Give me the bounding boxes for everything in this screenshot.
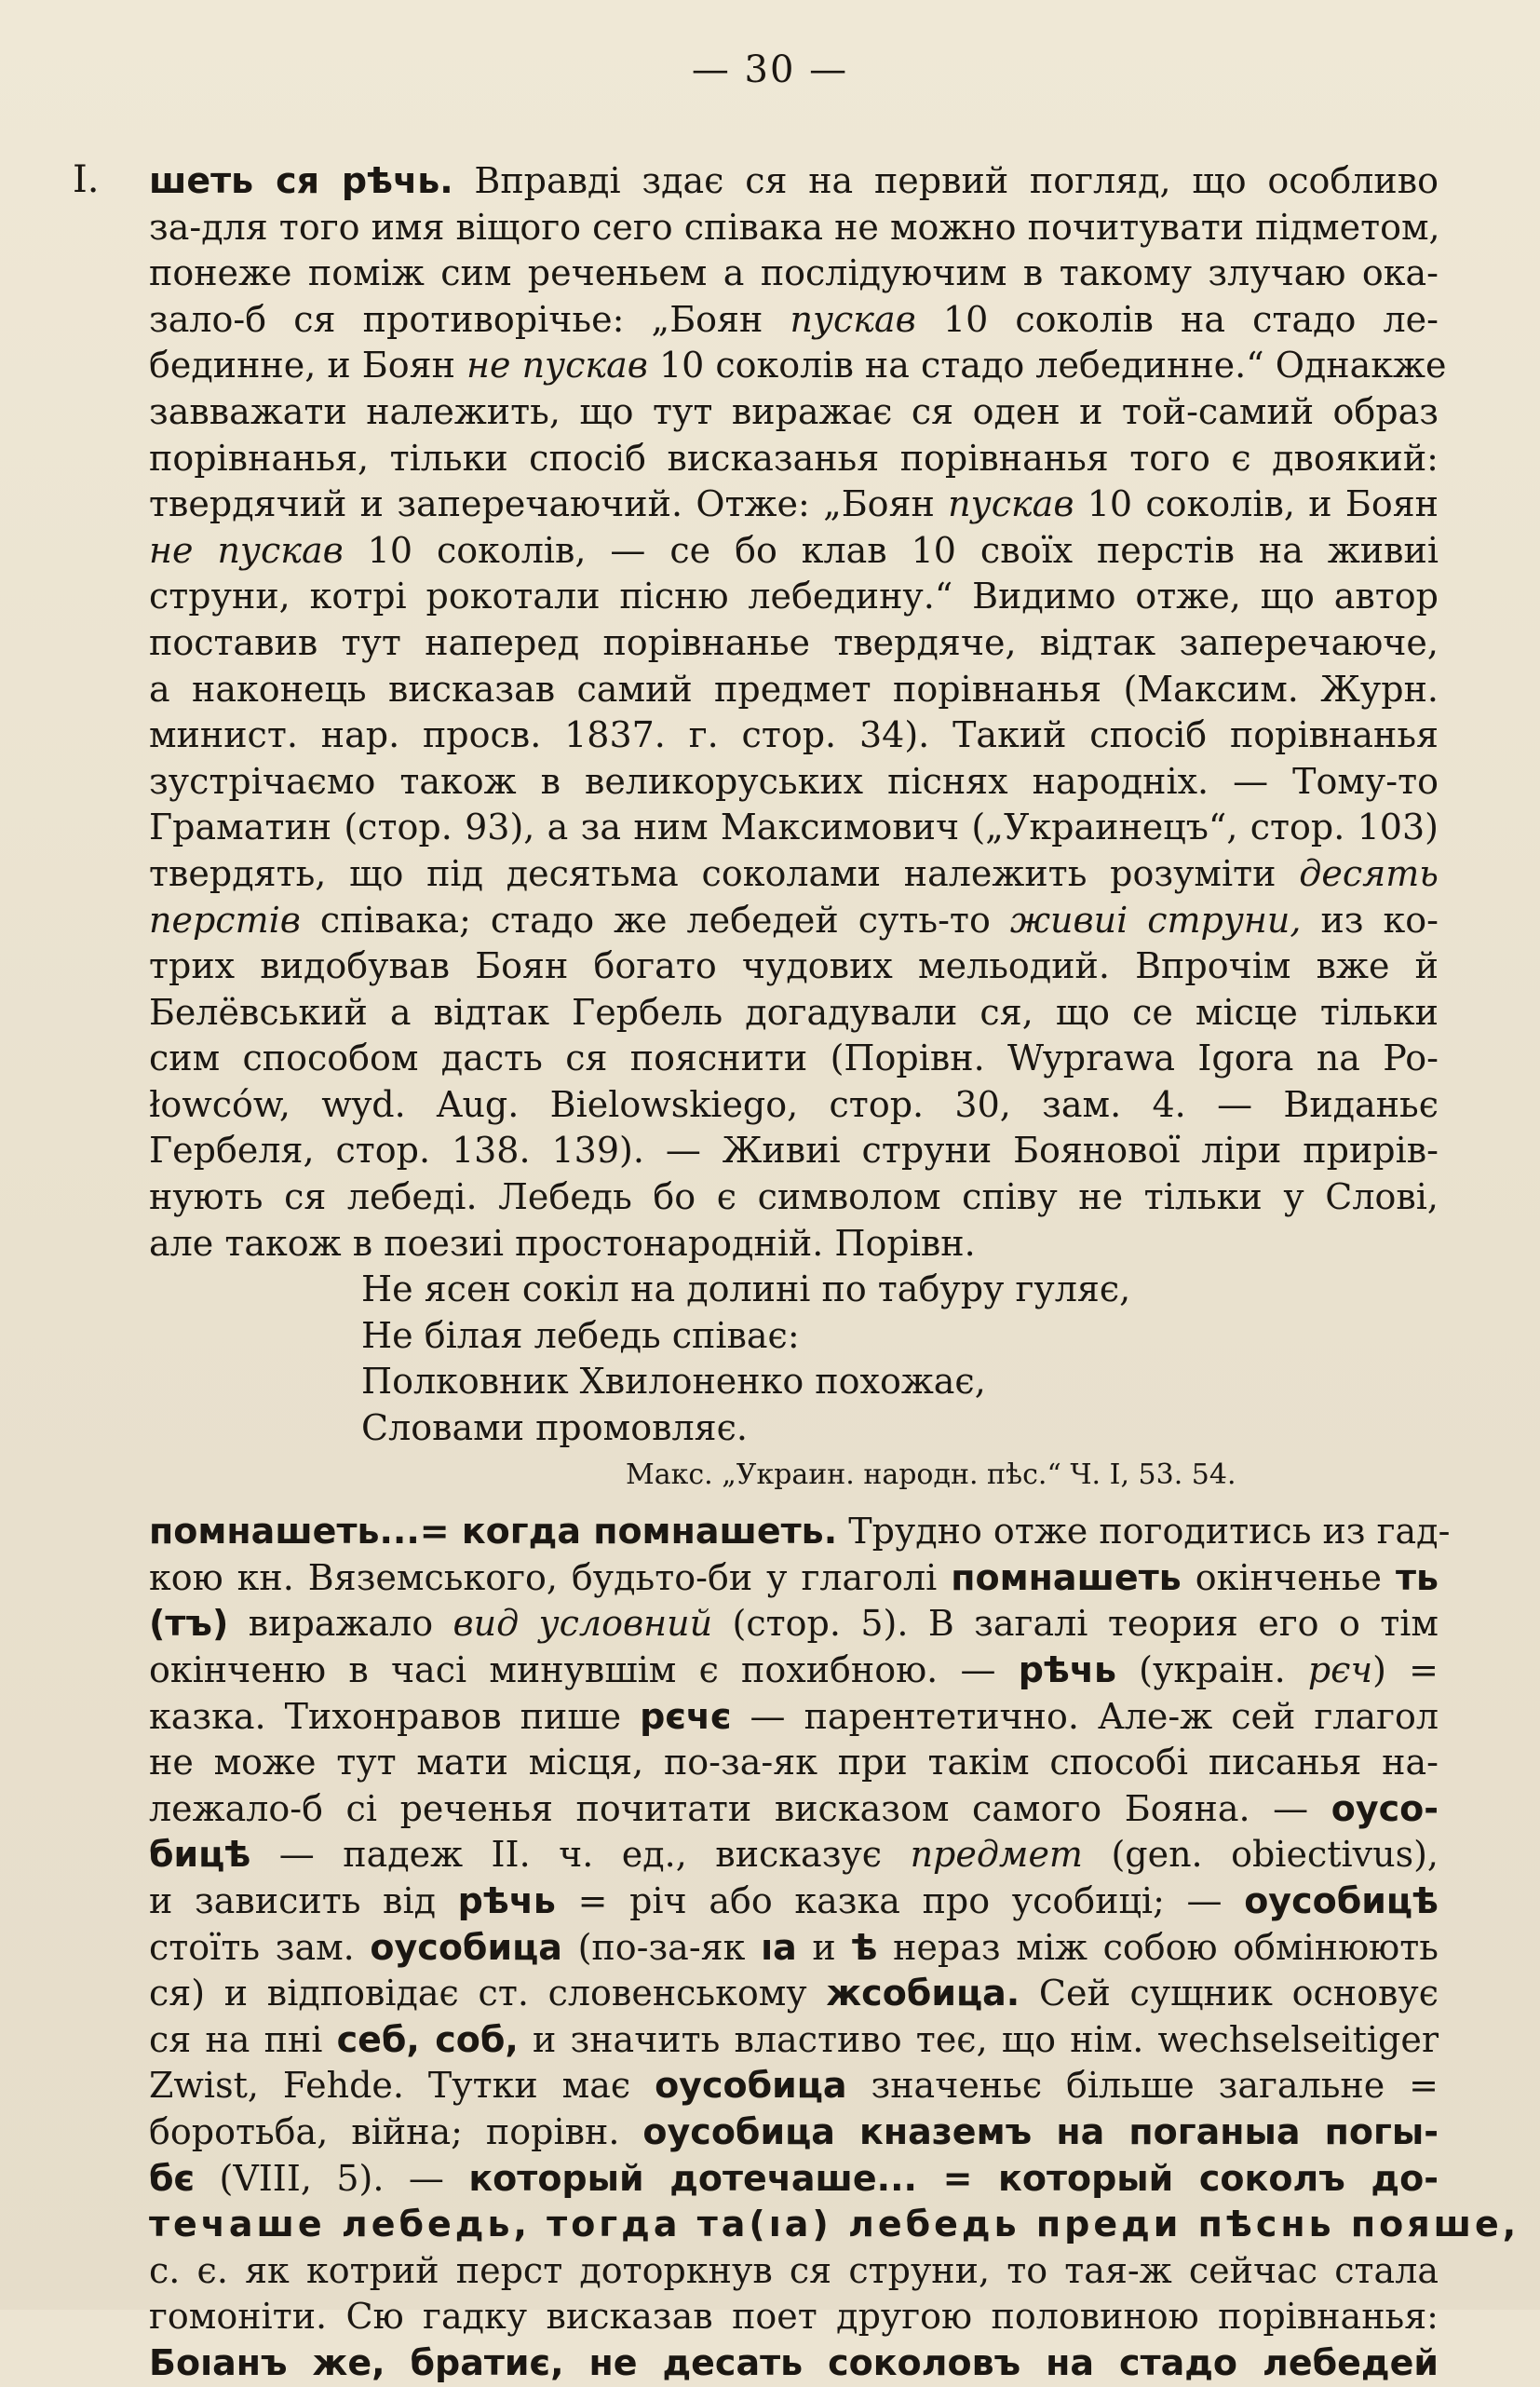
text-run: поставив тут наперед порівнанье твердяче, відтак заперечаюче, — [149, 621, 1439, 663]
text-run: (украін. — [1115, 1649, 1308, 1690]
text-line — [149, 1648, 1439, 1694]
church-slavonic-quote: себ, соб, — [336, 2018, 519, 2060]
verse-line: Полковник Хвилоненко похожає, — [361, 1361, 986, 1403]
text-run: стоїть зам. — [149, 1926, 371, 1968]
text-run: трих видобував Боян богато чудових мельодий. Впрочім вже й — [149, 945, 1439, 987]
text-run: łowców, wyd. Aug. Bielowskiego, стор. 30, зам. 4. — Виданьє — [149, 1083, 1439, 1125]
text-run: зало-б ся противорічье: „Боян — [149, 298, 790, 340]
text-line — [149, 297, 1439, 344]
text-run: и значить властиво теє, що нім. wechselseitiger — [518, 2018, 1439, 2060]
text-run: — падеж II. ч. ед., висказує — [250, 1834, 911, 1876]
text-line — [149, 574, 1439, 620]
page-number: — 30 — — [691, 48, 849, 91]
church-slavonic-quote: бє — [149, 2157, 196, 2199]
church-slavonic-quote: рѣчь — [1018, 1649, 1116, 1690]
text-line — [149, 389, 1439, 436]
text-line — [149, 1174, 1439, 1221]
text-run: и — [796, 1926, 852, 1968]
text-run: гомоніти. Сю гадку висказав поет другою половиною порівнанья: — [149, 2296, 1439, 2338]
text-run: с. є. як котрий перст доторкнув ся струни, то тая-ж сейчас стала — [149, 2249, 1439, 2291]
italic-term: перстів — [149, 899, 301, 941]
text-run: Трудно отже погодитись из гад- — [837, 1511, 1451, 1553]
text-line — [149, 205, 1439, 251]
commentary-paragraph-1 — [149, 158, 1447, 1267]
text-line — [149, 1509, 1451, 1555]
text-line — [149, 1971, 1439, 2017]
text-run: 10 соколів на стадо лебединне.“ Однакже — [647, 345, 1447, 387]
italic-term: пускав — [948, 483, 1074, 525]
text-run: из ко- — [1301, 899, 1439, 941]
text-run: Сей сущник основує — [1020, 1973, 1439, 2014]
text-line — [149, 1878, 1439, 1925]
text-line — [149, 1555, 1439, 1602]
text-line — [149, 2109, 1439, 2156]
italic-term: пускав — [790, 298, 916, 340]
church-slavonic-quote: ıа — [761, 1926, 797, 1968]
text-line — [149, 343, 1447, 389]
text-line — [149, 851, 1439, 898]
text-line — [149, 1694, 1439, 1741]
text-line — [149, 759, 1439, 806]
text-run: понеже поміж сим реченьем а послідуючим в такому злучаю ока- — [149, 252, 1439, 294]
text-line — [149, 528, 1439, 575]
church-slavonic-quote: ѣ — [851, 1926, 878, 1968]
commentary-paragraph-2 — [149, 1509, 1520, 2386]
text-run: нують ся лебеді. Лебедь бо є символом співу не тільки у Слові, — [149, 1176, 1439, 1218]
text-run: завважати належить, що тут виражає ся оден и той-самий образ — [149, 390, 1439, 432]
text-run: порівнанья, тільки спосіб висказанья порівнанья того є двоякий: — [149, 437, 1439, 479]
text-line — [149, 2063, 1439, 2109]
church-slavonic-quote: (тъ) — [149, 1603, 229, 1645]
text-run: співака; стадо же лебедей суть-то — [300, 899, 1010, 941]
text-line — [149, 1128, 1439, 1174]
text-run: (по-за-як — [561, 1926, 762, 1968]
verse-line: Словами промовляє. — [361, 1407, 748, 1449]
italic-term: не пускав — [466, 345, 648, 387]
text-run: нераз між собою обмінюють — [877, 1926, 1439, 1968]
text-line — [149, 898, 1439, 944]
text-run: 10 соколів на стадо ле- — [915, 298, 1439, 340]
text-line — [149, 1221, 1439, 1268]
text-line — [149, 805, 1439, 851]
text-run: лежало-б сі реченья почитати висказом самого Бояна. — — [149, 1787, 1331, 1829]
italic-term: живиі струни, — [1009, 899, 1302, 941]
text-run: сим способом дасть ся пояснити (Порівн. Wyprawa Igora na Po- — [149, 1038, 1439, 1079]
text-run: ся) и відповідає ст. словенському — [149, 1973, 827, 2014]
text-run: и зависить від — [149, 1879, 458, 1921]
text-line — [149, 1740, 1439, 1786]
text-run: (VIII, 5). — — [195, 2157, 469, 2199]
church-slavonic-quote: жсобица. — [826, 1973, 1020, 2014]
text-line — [149, 620, 1439, 667]
text-run: 10 соколів, — се бо клав 10 своїх перстів на живиі — [343, 529, 1439, 571]
italic-term: вид условний — [453, 1603, 713, 1645]
text-run: Белёвський а відтак Гербель догадували ся, що се місце тільки — [149, 991, 1439, 1033]
text-run: (стор. 5). В загалі теория его о тім — [712, 1603, 1439, 1645]
text-run: за-для того имя віщого сего співака не можно почитувати підметом, — [149, 206, 1440, 248]
text-line — [149, 667, 1439, 713]
text-run: виражало — [228, 1603, 453, 1645]
text-run: Вправді здає ся на первий погляд, що особливо — [453, 160, 1439, 201]
text-line — [149, 158, 1439, 205]
text-line — [149, 436, 1439, 482]
margin-section-mark: I. — [73, 158, 100, 201]
text-column — [149, 158, 1520, 2387]
church-slavonic-quote: оусобицѣ — [1244, 1879, 1439, 1921]
church-slavonic-quote: помнашеть — [951, 1556, 1182, 1598]
text-line — [149, 481, 1439, 528]
folk-song-quote — [149, 1267, 1439, 1498]
text-run: але також в поезиі простонародній. Порівн. — [149, 1222, 976, 1264]
text-run: значеньє більше загальне = — [846, 2065, 1439, 2107]
church-slavonic-quote: рѣчь — [457, 1879, 556, 1921]
church-slavonic-quote: рєчє — [640, 1695, 732, 1737]
text-run: 10 соколів, и Боян — [1074, 483, 1439, 525]
church-slavonic-quote: который дотечаше... = который соколъ до- — [468, 2157, 1439, 2199]
church-slavonic-quote: оусобица кназемъ на поганыа погы- — [642, 2110, 1439, 2152]
church-slavonic-quote: Боıанъ же, братиє, не десать соколовъ на стадо лебедей — [149, 2341, 1439, 2383]
text-run: а наконець висказав самий предмет порівнанья (Максим. Журн. — [149, 668, 1439, 710]
text-run: окінченье — [1181, 1556, 1396, 1598]
verse-source-citation: Макс. „Украин. народн. пѣс.“ Ч. I, 53. 54. — [626, 1458, 1236, 1491]
text-line — [149, 2017, 1439, 2064]
text-run: боротьба, війна; порівн. — [149, 2110, 643, 2152]
text-line — [149, 1832, 1439, 1878]
text-line — [149, 1082, 1439, 1129]
text-run: твердять, що під десятьма соколами належить розуміти — [149, 852, 1300, 894]
text-line — [149, 1786, 1439, 1833]
text-line — [149, 2340, 1439, 2387]
text-line — [149, 2156, 1439, 2203]
text-run: ся на пні — [149, 2018, 337, 2060]
text-line — [149, 1925, 1439, 1972]
text-run: струни, котрі рокотали пісню лебедину.“ Видимо отже, що автор — [149, 576, 1439, 617]
church-slavonic-quote: шеть ся рѣчь. — [149, 160, 453, 201]
church-slavonic-quote: оусобица — [655, 2065, 847, 2107]
church-slavonic-quote: течаше лебедь, тогда та(ıа) лебедь преди пѣснь пояше, — [149, 2204, 1520, 2245]
text-run: зустрічаємо також в великоруських піснях народніх. — Тому-то — [149, 760, 1439, 802]
text-run: бединне, и Боян — [149, 345, 466, 387]
text-line — [149, 2202, 1520, 2248]
text-line — [149, 1036, 1439, 1082]
text-line — [149, 1601, 1439, 1648]
italic-term: не пускав — [149, 529, 344, 571]
text-run: ) = — [1372, 1649, 1439, 1690]
church-slavonic-quote: оусобица — [370, 1926, 562, 1968]
church-slavonic-quote: оусо- — [1331, 1787, 1439, 1829]
text-line — [149, 943, 1439, 990]
text-run: кою кн. Вяземського, будьто-би у глаголі — [149, 1556, 952, 1598]
text-run: минист. нар. просв. 1837. г. стор. 34). Такий спосіб порівнанья — [149, 714, 1439, 756]
text-line — [149, 2248, 1439, 2295]
text-run: казка. Тихонравов пише — [149, 1695, 641, 1737]
church-slavonic-quote: ть — [1395, 1556, 1439, 1598]
italic-term: рєч — [1307, 1649, 1373, 1690]
text-run: Гербеля, стор. 138. 139). — Живиі струни Боянової ліри прирів- — [149, 1130, 1439, 1172]
text-run: Zwist, Fehde. Тутки має — [149, 2065, 655, 2107]
text-run: Граматин (стор. 93), а за ним Максимович („Украинецъ“, стор. 103) — [149, 807, 1439, 848]
text-run: = річ або казка про усобиці; — — [555, 1879, 1245, 1921]
verse-line: Не ясен сокіл на долині по табуру гуляє, — [361, 1268, 1131, 1310]
church-slavonic-quote: бицѣ — [149, 1834, 251, 1876]
text-run: — парентетично. Але-ж сей глагол — [731, 1695, 1439, 1737]
text-run: твердячий и заперечаючий. Отже: „Боян — [149, 483, 949, 525]
text-line — [149, 990, 1439, 1037]
italic-term: десять — [1299, 852, 1439, 894]
text-run: окінченю в часі минувшім є похибною. — — [149, 1649, 1019, 1690]
italic-term: предмет — [910, 1834, 1083, 1876]
verse-line: Не білая лебедь співає: — [361, 1314, 800, 1356]
text-run: (gen. obiectivus), — [1082, 1834, 1439, 1876]
text-line — [149, 712, 1439, 759]
text-line — [149, 2294, 1439, 2340]
text-line — [149, 251, 1439, 297]
text-run: не може тут мати місця, по-за-як при такім способі писанья на- — [149, 1742, 1439, 1783]
church-slavonic-quote: помнашеть...= когда помнашеть. — [149, 1511, 838, 1553]
